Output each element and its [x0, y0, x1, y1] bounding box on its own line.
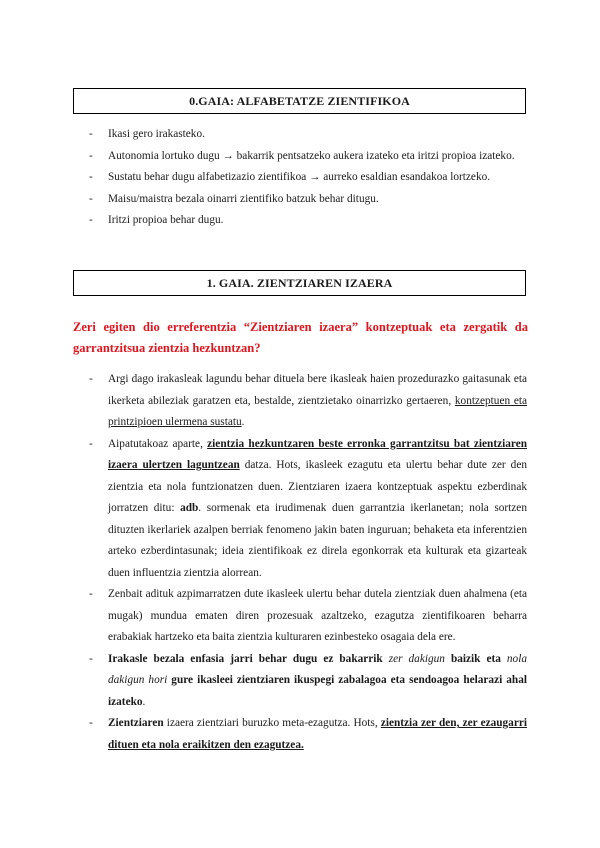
paragraph-text: . [241, 416, 245, 428]
section-1-question: Zeri egiten dio erreferentzia “Zientziaren izaera” kontzeptuak eta zergatik da garrantzitsua zientzia hezkuntzan? [73, 320, 528, 355]
italic-phrase: zer dakigun [388, 652, 445, 665]
section-1-title: 1. GAIA. ZIENTZIAREN IZAERA [206, 276, 393, 290]
bold-phrase: Zientziaren [108, 717, 164, 729]
list-item: - Sustatu behar dugu alfabetizazio zientifikoa → aurreko esaldian esandakoa lortzeko. [89, 167, 527, 189]
paragraph-text: datza. Hots, ikasleek ezagutu eta ulertu behar dute zer den zientzia eta nola funtzionatzen duen. Zientziaren izaera kontzeptuak aspektu ezberdinak jorratzen ditu: [108, 459, 527, 514]
list-item [89, 713, 527, 756]
bold-abbreviation: adb [180, 502, 199, 514]
bold-underlined-phrase: zientzia hezkuntzaren beste erronka garrantzitsu bat zientziaren izaera ulertzen laguntzean [108, 437, 527, 471]
bold-phrase: Irakasle bezala enfasia jarri behar dugu ez bakarrik [108, 652, 389, 665]
list-item [89, 369, 527, 434]
list-item: - Ikasi gero irakasteko. [89, 124, 527, 146]
paragraph-text: izaera zientziari buruzko meta-ezagutza. Hots, [163, 717, 381, 729]
italic-phrase: nola dakigun hori [108, 652, 527, 686]
paragraph-text: Argi dago irakasleak lagundu behar dituela bere ikasleak haien prozedurazko gaitasunak eta ikerketa abileziak garatzen eta, bestalde, zientzietako oinarrizko gertaeren, [108, 373, 527, 407]
list-item: - Zenbait adituk azpimarratzen dute ikasleek ulertu behar dutela zientziak duen ahalmena (eta mugak) mundua ematen diren prozesuak azaltzeko, ezagutza zientifikoaren beharra erabakiak hartzeko eta baita zientzia kulturaren ezinbesteko osagaia dela ere. [89, 584, 527, 649]
section-1-list [89, 369, 527, 756]
underlined-phrase: kontzeptuen eta printzipioen ulermena sustatu [108, 394, 527, 428]
list-item [89, 434, 527, 585]
list-item: - Maisu/maistra bezala oinarri zientifiko batzuk behar ditugu. [89, 189, 527, 211]
section-0-list [89, 124, 527, 232]
section-1-heading-box [73, 270, 526, 296]
list-item [89, 649, 527, 714]
paragraph-text: . sormenak eta irudimenak duen garrantzia ikerlanetan; nola sortzen dituzten ikerlariek azalpen berriak fenomeno jakin baten inguruan; behaketa eta inferentzien arteko ezberdintasunak; ideia zientifikoak ez direla egonkorrak eta kulturak eta gizarteak duen influentzia zientzia alorrean. [108, 502, 527, 579]
bold-phrase: gure ikasleei zientziaren ikuspegi zabalagoa eta sendoagoa helarazi ahal izateko [108, 674, 527, 708]
section-0-title: 0.GAIA: ALFABETATZE ZIENTIFIKOA [189, 94, 410, 108]
list-item: - Iritzi propioa behar dugu. [89, 210, 527, 232]
bold-phrase: baizik eta [444, 652, 507, 665]
list-item: - Autonomia lortuko dugu → bakarrik pentsatzeko aukera izateko eta iritzi propioa izateko. [89, 146, 527, 168]
bold-underlined-phrase: zientzia zer den, zer ezaugarri dituen eta nola eraikitzen den ezagutzea. [108, 717, 527, 751]
section-0-heading-box [73, 88, 526, 114]
paragraph-text: . [142, 695, 146, 708]
paragraph-text: Aipatutakoaz aparte, [108, 437, 208, 450]
